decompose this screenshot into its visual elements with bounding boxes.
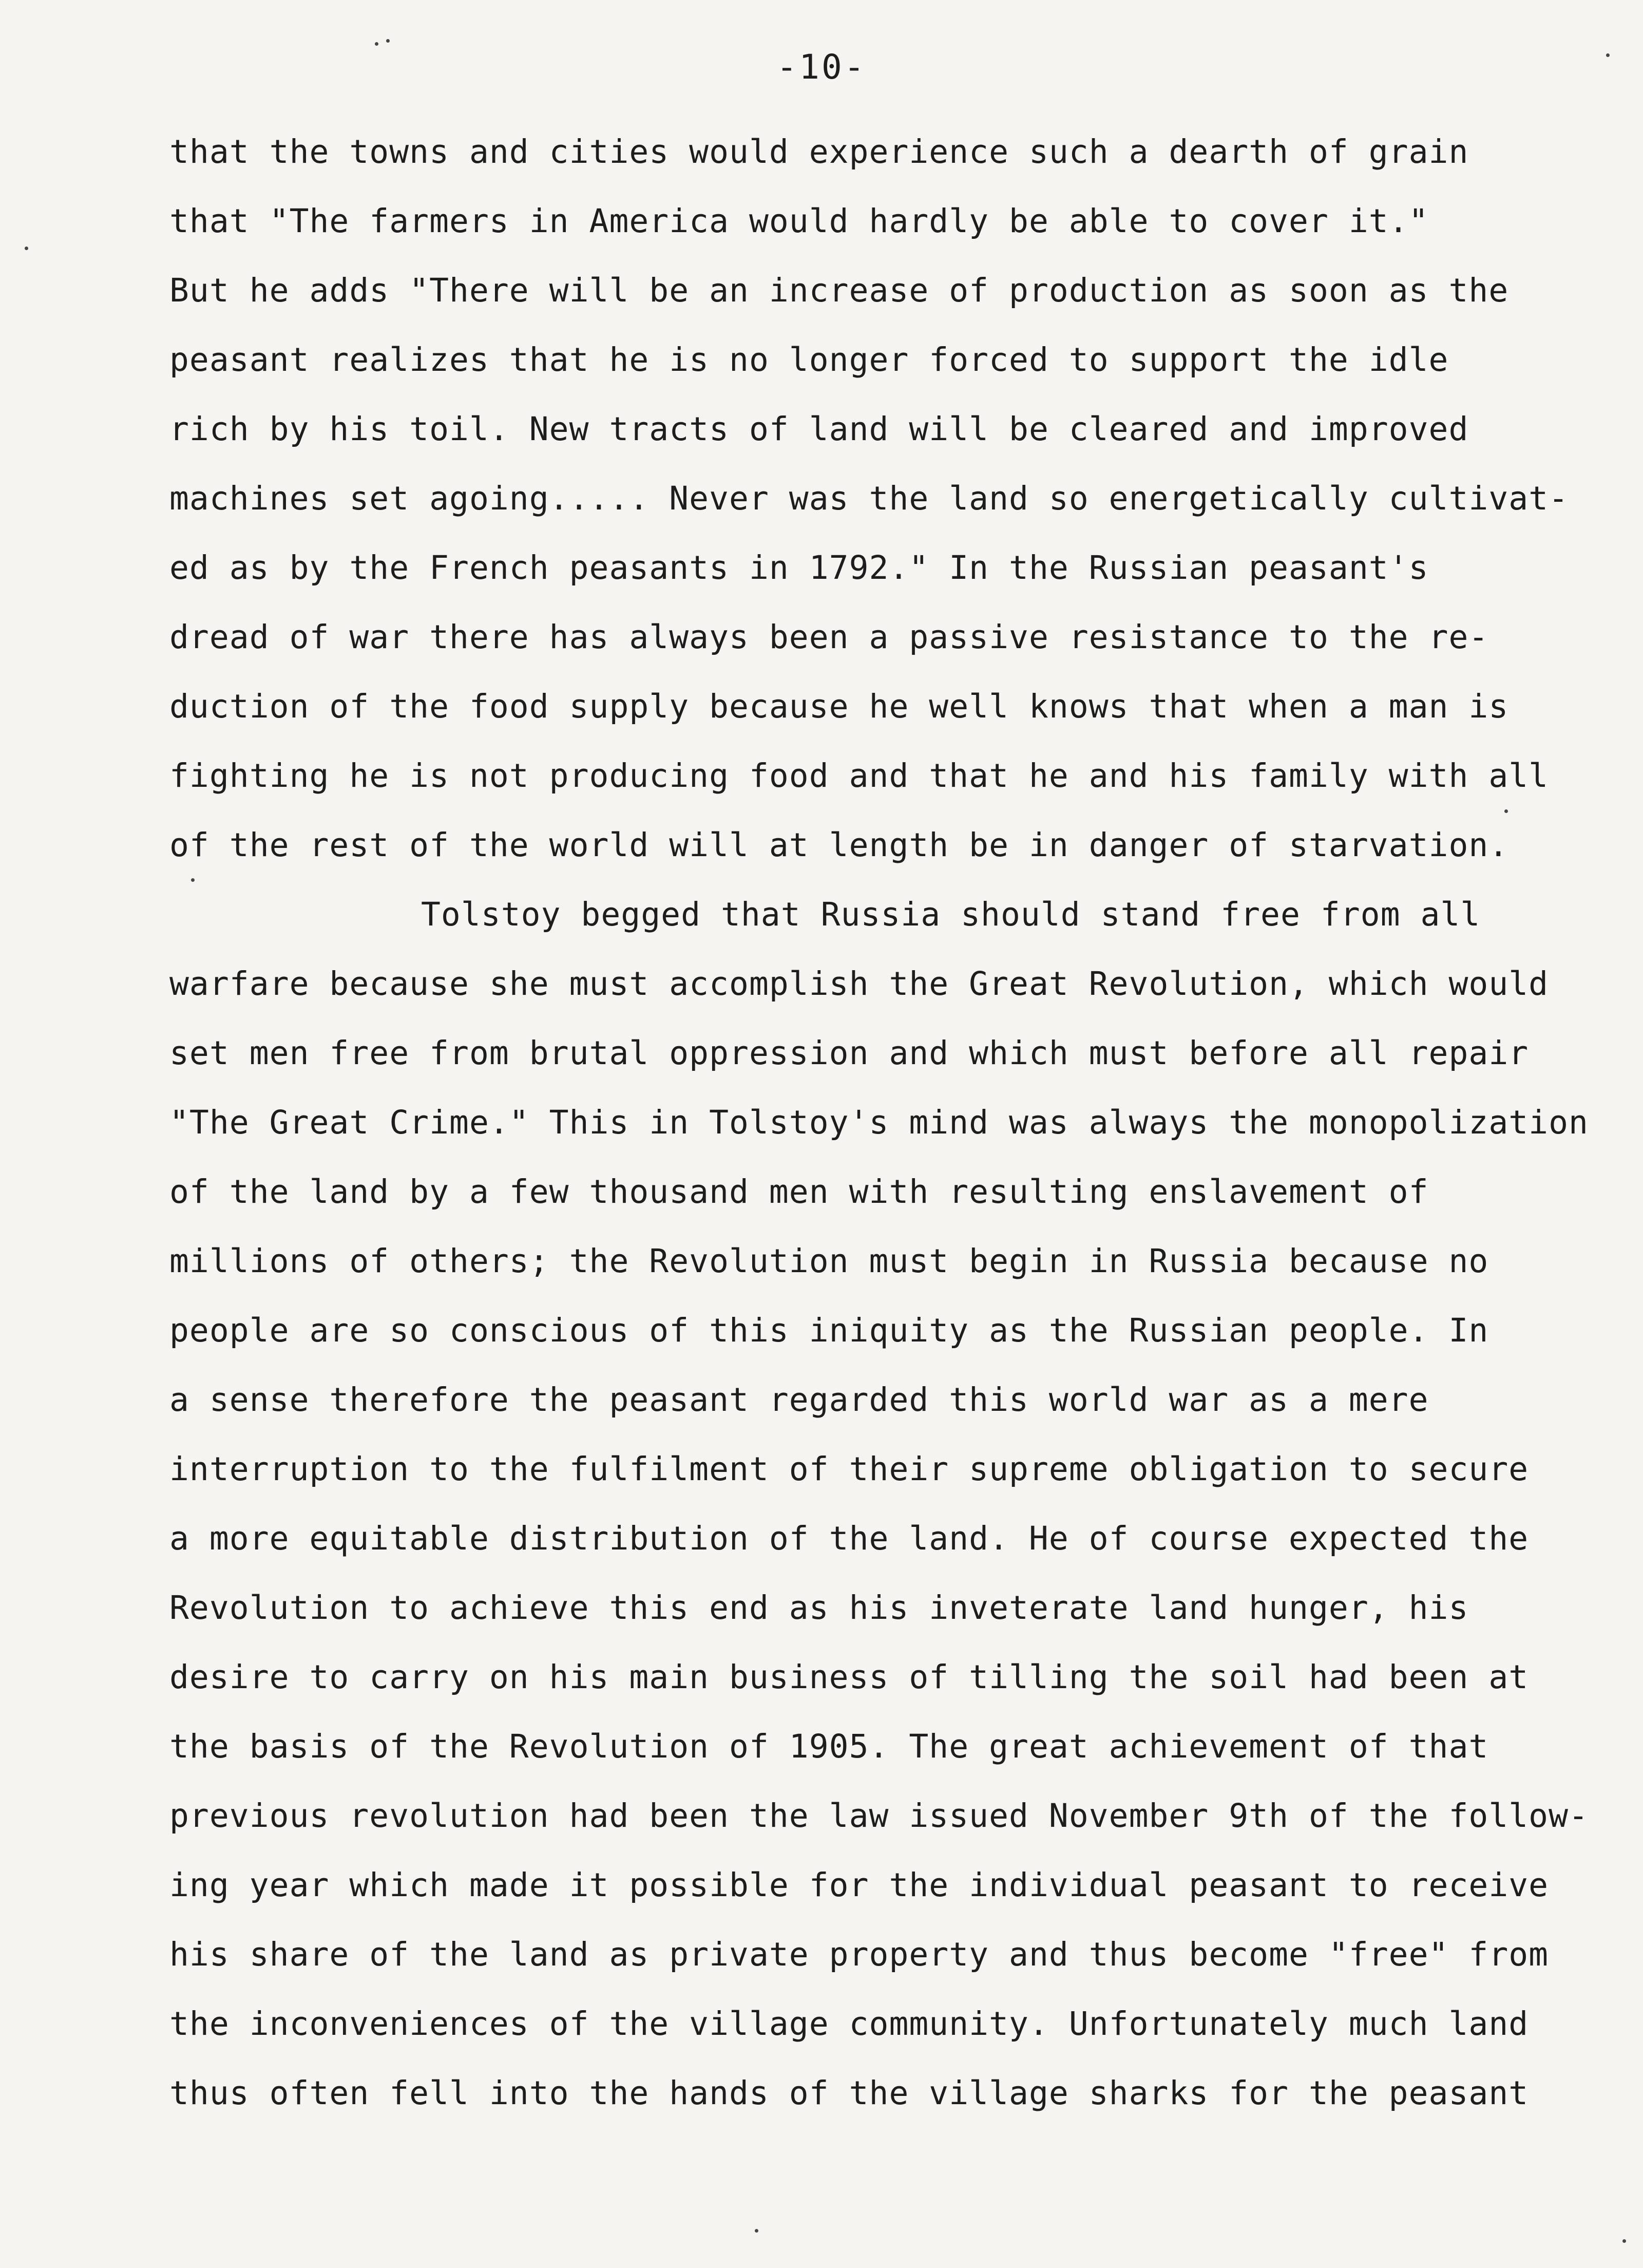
text-line: peasant realizes that he is no longer forced to support the idle (169, 341, 1449, 379)
text-line: that "The farmers in America would hardly be able to cover it." (169, 202, 1429, 240)
text-line: that the towns and cities would experience such a dearth of grain (169, 133, 1469, 171)
text-line: previous revolution had been the law issued November 9th of the follow- (169, 1797, 1589, 1835)
text-line: the basis of the Revolution of 1905. The great achievement of that (169, 1728, 1489, 1765)
ink-speck (25, 247, 28, 250)
document-body (169, 117, 1602, 2128)
text-line: warfare because she must accomplish the Great Revolution, which would (169, 965, 1549, 1003)
text-line: Revolution to achieve this end as his inveterate land hunger, his (169, 1589, 1469, 1627)
text-line: a more equitable distribution of the land. He of course expected the (169, 1520, 1529, 1557)
text-line: dread of war there has always been a passive resistance to the re- (169, 618, 1489, 656)
ink-speck (1606, 53, 1610, 57)
ink-speck (755, 2229, 758, 2233)
paragraph-start-line: Tolstoy begged that Russia should stand free from all (421, 896, 1481, 933)
text-line: set men free from brutal oppression and which must before all repair (169, 1034, 1529, 1072)
text-line: machines set agoing..... Never was the land so energetically cultivat- (169, 480, 1569, 517)
text-line: a sense therefore the peasant regarded this world war as a mere (169, 1381, 1429, 1419)
text-line: of the land by a few thousand men with resulting enslavement of (169, 1173, 1429, 1211)
text-line: ing year which made it possible for the individual peasant to receive (169, 1866, 1549, 1904)
text-line: desire to carry on his main business of tilling the soil had been at (169, 1658, 1529, 1696)
text-line: duction of the food supply because he well knows that when a man is (169, 688, 1509, 725)
text-line: rich by his toil. New tracts of land will be cleared and improved (169, 410, 1469, 448)
text-line: the inconveniences of the village community. Unfortunately much land (169, 2005, 1529, 2043)
ink-speck (1622, 2239, 1626, 2243)
text-line: thus often fell into the hands of the village sharks for the peasant (169, 2074, 1529, 2112)
text-line: fighting he is not producing food and that he and his family with all (169, 757, 1549, 795)
text-line: ed as by the French peasants in 1792." In the Russian peasant's (169, 549, 1429, 587)
text-line: But he adds "There will be an increase of production as soon as the (169, 272, 1509, 309)
text-line: interruption to the fulfilment of their supreme obligation to secure (169, 1450, 1529, 1488)
ink-speck (375, 42, 378, 46)
text-line: his share of the land as private property and thus become "free" from (169, 1936, 1549, 1973)
page-number: -10- (776, 47, 867, 87)
text-line: "The Great Crime." This in Tolstoy's mind was always the monopolization (169, 1104, 1589, 1141)
text-line: of the rest of the world will at length be in danger of starvation. (169, 826, 1509, 864)
text-line: people are so conscious of this iniquity as the Russian people. In (169, 1312, 1489, 1349)
ink-speck (1504, 809, 1508, 813)
ink-speck (191, 878, 195, 882)
text-line: millions of others; the Revolution must begin in Russia because no (169, 1242, 1489, 1280)
ink-speck (386, 39, 390, 43)
